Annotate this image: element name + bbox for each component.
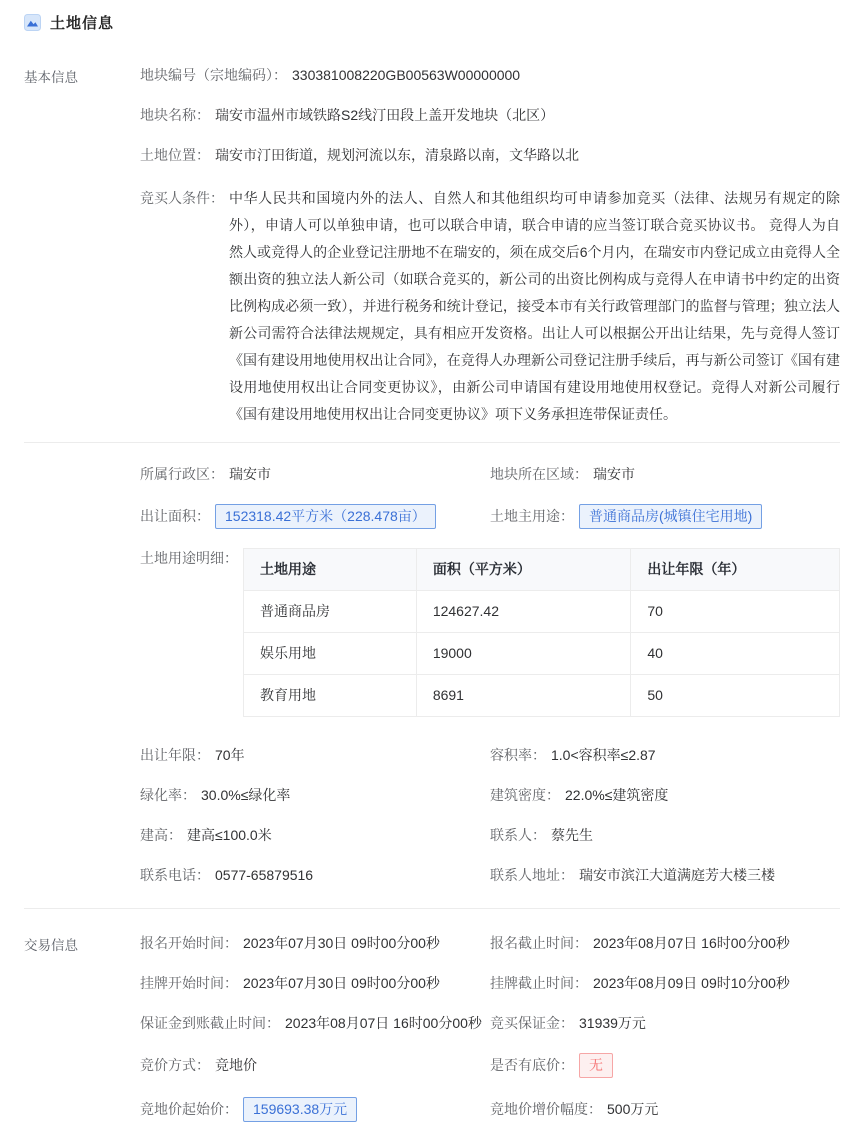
field-listing-end bbox=[490, 973, 840, 994]
transfer-years-value: 70年 bbox=[215, 747, 245, 763]
section-label-basic: 基本信息 bbox=[24, 70, 78, 85]
contact-person-value: 蔡先生 bbox=[551, 827, 593, 843]
contact-address-label: 联系人地址： bbox=[490, 867, 574, 883]
field-parcel-name bbox=[140, 105, 840, 126]
parcel-code-value: 330381008220GB00563W00000000 bbox=[292, 67, 521, 83]
bidding-method-label: 竞价方式： bbox=[140, 1057, 210, 1073]
admin-region-label: 所属行政区： bbox=[140, 466, 224, 482]
cell-years: 50 bbox=[631, 675, 840, 717]
main-use-badge: 普通商品房(城镇住宅用地) bbox=[579, 504, 762, 529]
row-region bbox=[140, 464, 840, 485]
row-deposit bbox=[140, 1013, 840, 1034]
field-bidder-conditions bbox=[140, 185, 840, 428]
col-header-use: 土地用途 bbox=[244, 549, 417, 591]
green-rate-value: 30.0%≤绿化率 bbox=[201, 787, 291, 803]
use-detail-label: 土地用途明细： bbox=[140, 550, 238, 566]
building-density-label: 建筑密度： bbox=[490, 787, 560, 803]
row-phone-address bbox=[140, 865, 840, 886]
field-has-reserve-price bbox=[490, 1053, 840, 1078]
field-plot-ratio bbox=[490, 745, 840, 766]
land-use-table bbox=[243, 548, 840, 717]
listing-start-label: 挂牌开始时间： bbox=[140, 975, 238, 991]
section-label-transaction: 交易信息 bbox=[24, 938, 78, 953]
row-signup-times bbox=[140, 933, 840, 954]
field-main-use bbox=[490, 504, 840, 529]
building-density-value: 22.0%≤建筑密度 bbox=[565, 787, 669, 803]
signup-end-label: 报名截止时间： bbox=[490, 935, 588, 951]
building-height-value: 建高≤100.0米 bbox=[187, 827, 272, 843]
building-height-label: 建高： bbox=[140, 827, 182, 843]
field-transfer-area bbox=[140, 504, 490, 529]
table-row bbox=[244, 591, 840, 633]
has-reserve-price-label: 是否有底价： bbox=[490, 1057, 574, 1073]
cell-area: 124627.42 bbox=[416, 591, 631, 633]
parcel-region-label: 地块所在区域： bbox=[490, 466, 588, 482]
page-title: 土地信息 bbox=[50, 15, 115, 32]
bid-deposit-value: 31939万元 bbox=[579, 1015, 646, 1031]
cell-area: 8691 bbox=[416, 675, 631, 717]
bidder-conditions-label: 竞买人条件： bbox=[140, 190, 224, 206]
divider bbox=[24, 908, 840, 909]
field-deposit-deadline bbox=[140, 1013, 490, 1034]
field-price-increment bbox=[490, 1097, 840, 1122]
transfer-area-badge: 152318.42平方米（228.478亩） bbox=[215, 504, 436, 529]
section-basic-info bbox=[0, 65, 864, 442]
page-header bbox=[0, 0, 864, 32]
section-basic-info-details bbox=[0, 464, 864, 908]
contact-person-label: 联系人： bbox=[490, 827, 546, 843]
cell-years: 40 bbox=[631, 633, 840, 675]
green-rate-label: 绿化率： bbox=[140, 787, 196, 803]
row-price bbox=[140, 1097, 840, 1122]
price-increment-value: 500万元 bbox=[607, 1101, 659, 1117]
row-bidding-method bbox=[140, 1053, 840, 1078]
transfer-area-label: 出让面积： bbox=[140, 508, 210, 524]
cell-area: 19000 bbox=[416, 633, 631, 675]
transfer-years-label: 出让年限： bbox=[140, 747, 210, 763]
divider bbox=[24, 442, 840, 443]
parcel-name-value: 瑞安市温州市域铁路S2线汀田段上盖开发地块（北区） bbox=[215, 107, 555, 123]
field-parcel-code bbox=[140, 65, 840, 86]
row-area-use bbox=[140, 504, 840, 529]
section-label-spacer bbox=[24, 464, 140, 908]
field-contact-phone bbox=[140, 865, 490, 886]
starting-price-label: 竞地价起始价： bbox=[140, 1101, 238, 1117]
field-transfer-years bbox=[140, 745, 490, 766]
no-reserve-price-badge: 无 bbox=[579, 1053, 613, 1078]
price-increment-label: 竞地价增价幅度： bbox=[490, 1101, 602, 1117]
cell-use: 普通商品房 bbox=[244, 591, 417, 633]
field-admin-region bbox=[140, 464, 490, 485]
cell-use: 教育用地 bbox=[244, 675, 417, 717]
row-listing-times bbox=[140, 973, 840, 994]
contact-phone-value: 0577-65879516 bbox=[215, 867, 314, 883]
cell-use: 娱乐用地 bbox=[244, 633, 417, 675]
row-green-density bbox=[140, 785, 840, 806]
land-info-icon bbox=[24, 14, 41, 31]
col-header-area: 面积（平方米） bbox=[416, 549, 631, 591]
field-parcel-region bbox=[490, 464, 840, 485]
bidding-method-value: 竞地价 bbox=[215, 1057, 257, 1073]
signup-start-value: 2023年07月30日 09时00分00秒 bbox=[243, 935, 440, 951]
listing-start-value: 2023年07月30日 09时00分00秒 bbox=[243, 975, 440, 991]
field-use-detail bbox=[140, 548, 840, 717]
signup-end-value: 2023年08月07日 16时00分00秒 bbox=[593, 935, 790, 951]
listing-end-label: 挂牌截止时间： bbox=[490, 975, 588, 991]
parcel-name-label: 地块名称： bbox=[140, 107, 210, 123]
deposit-deadline-label: 保证金到账截止时间： bbox=[140, 1015, 280, 1031]
cell-years: 70 bbox=[631, 591, 840, 633]
listing-end-value: 2023年08月09日 09时10分00秒 bbox=[593, 975, 790, 991]
row-height-contact bbox=[140, 825, 840, 846]
location-label: 土地位置： bbox=[140, 147, 210, 163]
bid-deposit-label: 竞买保证金： bbox=[490, 1015, 574, 1031]
row-years-ratio bbox=[140, 745, 840, 766]
field-green-rate bbox=[140, 785, 490, 806]
signup-start-label: 报名开始时间： bbox=[140, 935, 238, 951]
contact-address-value: 瑞安市滨江大道满庭芳大楼三楼 bbox=[579, 867, 775, 883]
field-building-density bbox=[490, 785, 840, 806]
plot-ratio-value: 1.0<容积率≤2.87 bbox=[551, 747, 656, 763]
field-location bbox=[140, 145, 840, 166]
field-bidding-method bbox=[140, 1053, 490, 1078]
parcel-code-label: 地块编号（宗地编码）： bbox=[140, 67, 287, 83]
field-signup-end bbox=[490, 933, 840, 954]
location-value: 瑞安市汀田街道，规划河流以东，清泉路以南，文华路以北 bbox=[215, 147, 579, 163]
table-row bbox=[244, 633, 840, 675]
plot-ratio-label: 容积率： bbox=[490, 747, 546, 763]
parcel-region-value: 瑞安市 bbox=[593, 466, 635, 482]
field-contact-person bbox=[490, 825, 840, 846]
field-starting-price bbox=[140, 1097, 490, 1122]
section-transaction-info bbox=[0, 933, 864, 1141]
deposit-deadline-value: 2023年08月07日 16时00分00秒 bbox=[285, 1015, 482, 1031]
main-use-label: 土地主用途： bbox=[490, 508, 574, 524]
bidder-conditions-value: 中华人民共和国境内外的法人、自然人和其他组织均可申请参加竞买（法律、法规另有规定的除外），申请人可以单独申请，也可以联合申请，联合申请的应当签订联合竞买协议书。 竞得人为自然人或竞得人的企业登记注册地不在瑞安的，须在成交后6个月内，在瑞安市内登记成立由竞得人全额出资的独立法人新公司（如联合竞买的，新公司的出资比例构成与竞得人在申请书中约定的出资比例构成必须一致），并进行税务和统计登记，接受本市有关行政管理部门的监督与管理；独立法人新公司需符合法律法规规定，具有相应开发资格。出让人可以根据公开出让结果，先与竞得人签订《国有建设用地使用权出让合同》，在竞得人办理新公司登记注册手续后，再与新公司签订《国有建设用地使用权出让合同变更协议》，由新公司申请国有建设用地使用权登记。竞得人对新公司履行《国有建设用地使用权出让合同变更协议》项下义务承担连带保证责任。 bbox=[229, 190, 840, 422]
col-header-years: 出让年限（年） bbox=[631, 549, 840, 591]
admin-region-value: 瑞安市 bbox=[229, 466, 271, 482]
field-contact-address bbox=[490, 865, 840, 886]
starting-price-badge: 159693.38万元 bbox=[243, 1097, 357, 1122]
field-signup-start bbox=[140, 933, 490, 954]
field-listing-start bbox=[140, 973, 490, 994]
table-header-row bbox=[244, 549, 840, 591]
field-building-height bbox=[140, 825, 490, 846]
contact-phone-label: 联系电话： bbox=[140, 867, 210, 883]
field-bid-deposit bbox=[490, 1013, 840, 1034]
table-row bbox=[244, 675, 840, 717]
